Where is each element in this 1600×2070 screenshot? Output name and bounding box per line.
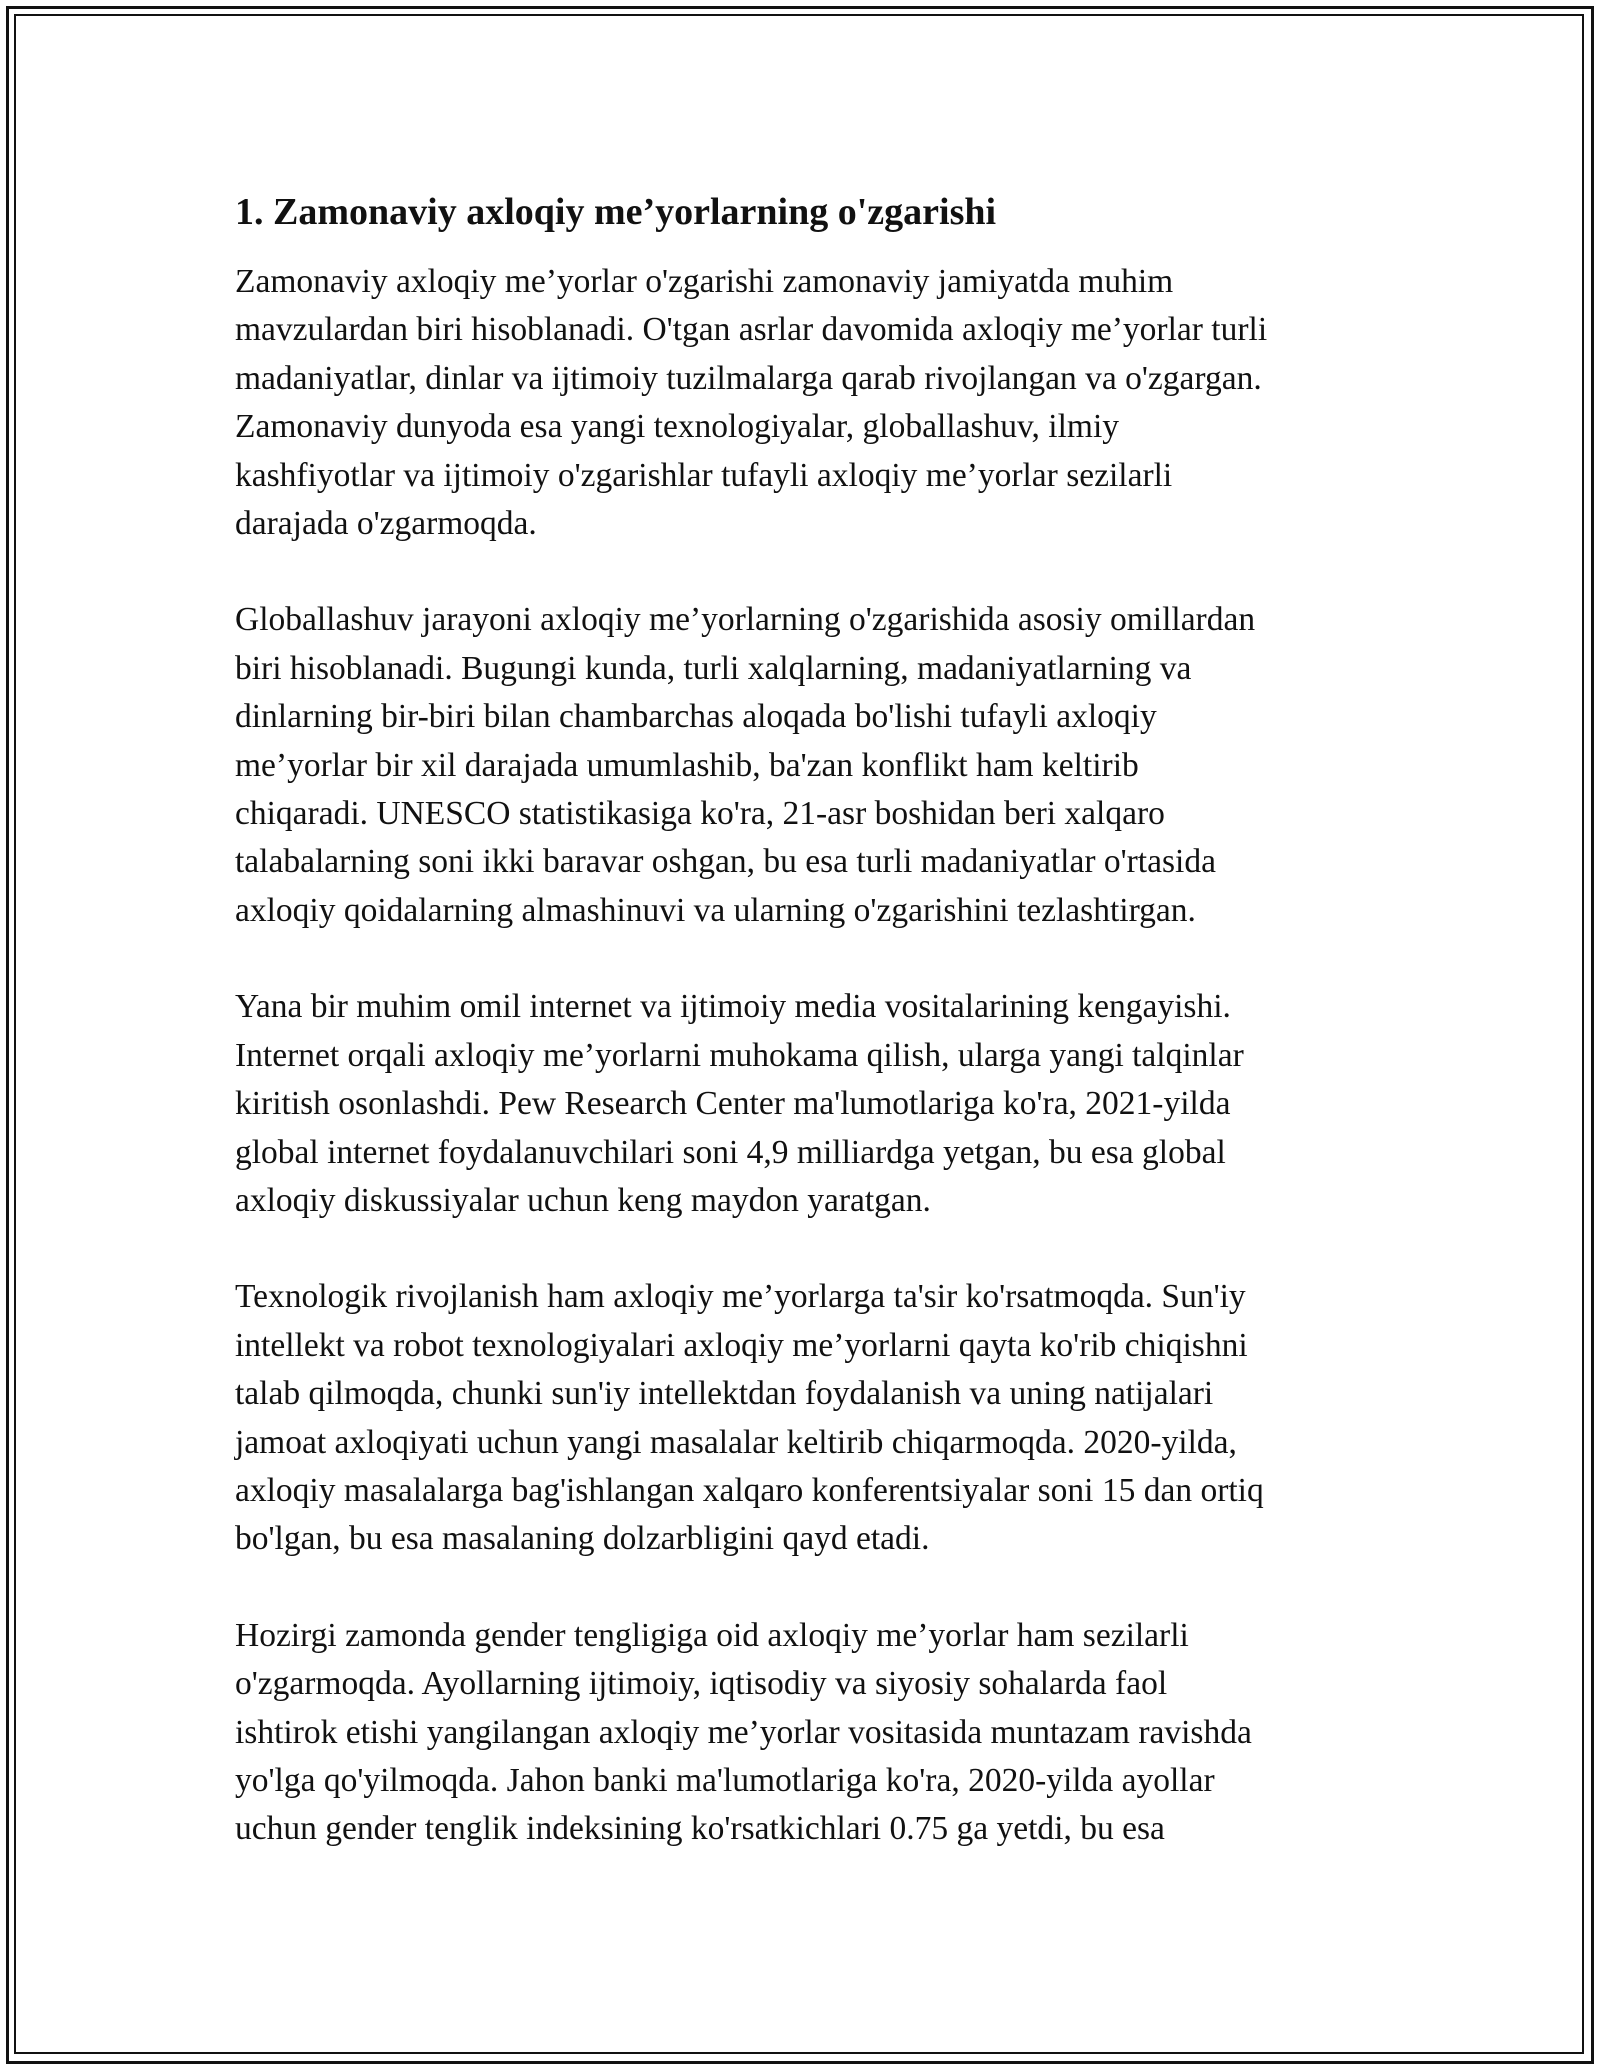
text-line: axloqiy qoidalarning almashinuvi va ularning o'zgarishini tezlashtirgan. (235, 891, 1196, 929)
paragraph-5 (235, 1612, 1375, 1854)
text-line: uchun gender tenglik indeksining ko'rsatkichlari 0.75 ga yetdi, bu esa (235, 1810, 1165, 1848)
text-line: Yana bir muhim omil internet va ijtimoiy media vositalarining kengayishi. (235, 988, 1231, 1026)
text-line: biri hisoblanadi. Bugungi kunda, turli xalqlarning, madaniyatlarning va (235, 649, 1192, 687)
text-line: dinlarning bir-biri bilan chambarchas aloqada bo'lishi tufayli axloqiy (235, 698, 1157, 736)
text-line: axloqiy diskussiyalar uchun keng maydon yaratgan. (235, 1181, 931, 1219)
text-line: talabalarning soni ikki baravar oshgan, bu esa turli madaniyatlar o'rtasida (235, 843, 1216, 881)
text-line: talab qilmoqda, chunki sun'iy intellektdan foydalanish va uning natijalari (235, 1375, 1214, 1413)
text-line: Texnologik rivojlanish ham axloqiy me’yorlarga ta'sir ko'rsatmoqda. Sun'iy (235, 1278, 1246, 1316)
paragraph-2 (235, 596, 1375, 935)
text-line: kiritish osonlashdi. Pew Research Center ma'lumotlariga ko'ra, 2021-yilda (235, 1085, 1231, 1123)
text-line: Globallashuv jarayoni axloqiy me’yorlarning o'zgarishida asosiy omillardan (235, 601, 1256, 639)
paragraph-3 (235, 983, 1375, 1225)
text-line: bo'lgan, bu esa masalaning dolzarbligini qayd etadi. (235, 1520, 930, 1558)
text-line: me’yorlar bir xil darajada umumlashib, ba'zan konflikt ham keltirib (235, 746, 1139, 784)
text-line: global internet foydalanuvchilari soni 4,9 milliardga yetgan, bu esa global (235, 1133, 1226, 1171)
document-page (235, 188, 1375, 1902)
section-heading: 1. Zamonaviy axloqiy me’yorlarning o'zgarishi (235, 191, 997, 233)
text-line: Internet orqali axloqiy me’yorlarni muhokama qilish, ularga yangi talqinlar (235, 1036, 1244, 1074)
text-line: jamoat axloqiyati uchun yangi masalalar keltirib chiqarmoqda. 2020-yilda, (235, 1423, 1237, 1461)
text-line: Zamonaviy axloqiy me’yorlar o'zgarishi zamonaviy jamiyatda muhim (235, 263, 1174, 300)
text-line: madaniyatlar, dinlar va ijtimoiy tuzilmalarga qarab rivojlangan va o'zgargan. (235, 359, 1262, 397)
text-line: chiqaradi. UNESCO statistikasiga ko'ra, 21-asr boshidan beri xalqaro (235, 795, 1165, 833)
text-line: ishtirok etishi yangilangan axloqiy me’yorlar vositasida muntazam ravishda (235, 1713, 1252, 1751)
text-line: kashfiyotlar va ijtimoiy o'zgarishlar tufayli axloqiy me’yorlar sezilarli (235, 456, 1173, 494)
text-line: mavzulardan biri hisoblanadi. O'tgan asrlar davomida axloqiy me’yorlar turli (235, 311, 1268, 349)
text-line: o'zgarmoqda. Ayollarning ijtimoiy, iqtisodiy va siyosiy sohalarda faol (235, 1665, 1168, 1703)
text-line: Hozirgi zamonda gender tengligiga oid axloqiy me’yorlar ham sezilarli (235, 1616, 1189, 1654)
text-line: darajada o'zgarmoqda. (235, 505, 537, 543)
paragraph-4 (235, 1273, 1375, 1563)
text-line: intellekt va robot texnologiyalari axloqiy me’yorlarni qayta ko'rib chiqishni (235, 1326, 1248, 1364)
text-line: Zamonaviy dunyoda esa yangi texnologiyalar, globallashuv, ilmiy (235, 408, 1120, 446)
text-line: axloqiy masalalarga bag'ishlangan xalqaro konferentsiyalar soni 15 dan ortiq (235, 1471, 1264, 1509)
text-line: yo'lga qo'yilmoqda. Jahon banki ma'lumotlariga ko'ra, 2020-yilda ayollar (235, 1761, 1215, 1799)
paragraph-1 (235, 258, 1375, 548)
